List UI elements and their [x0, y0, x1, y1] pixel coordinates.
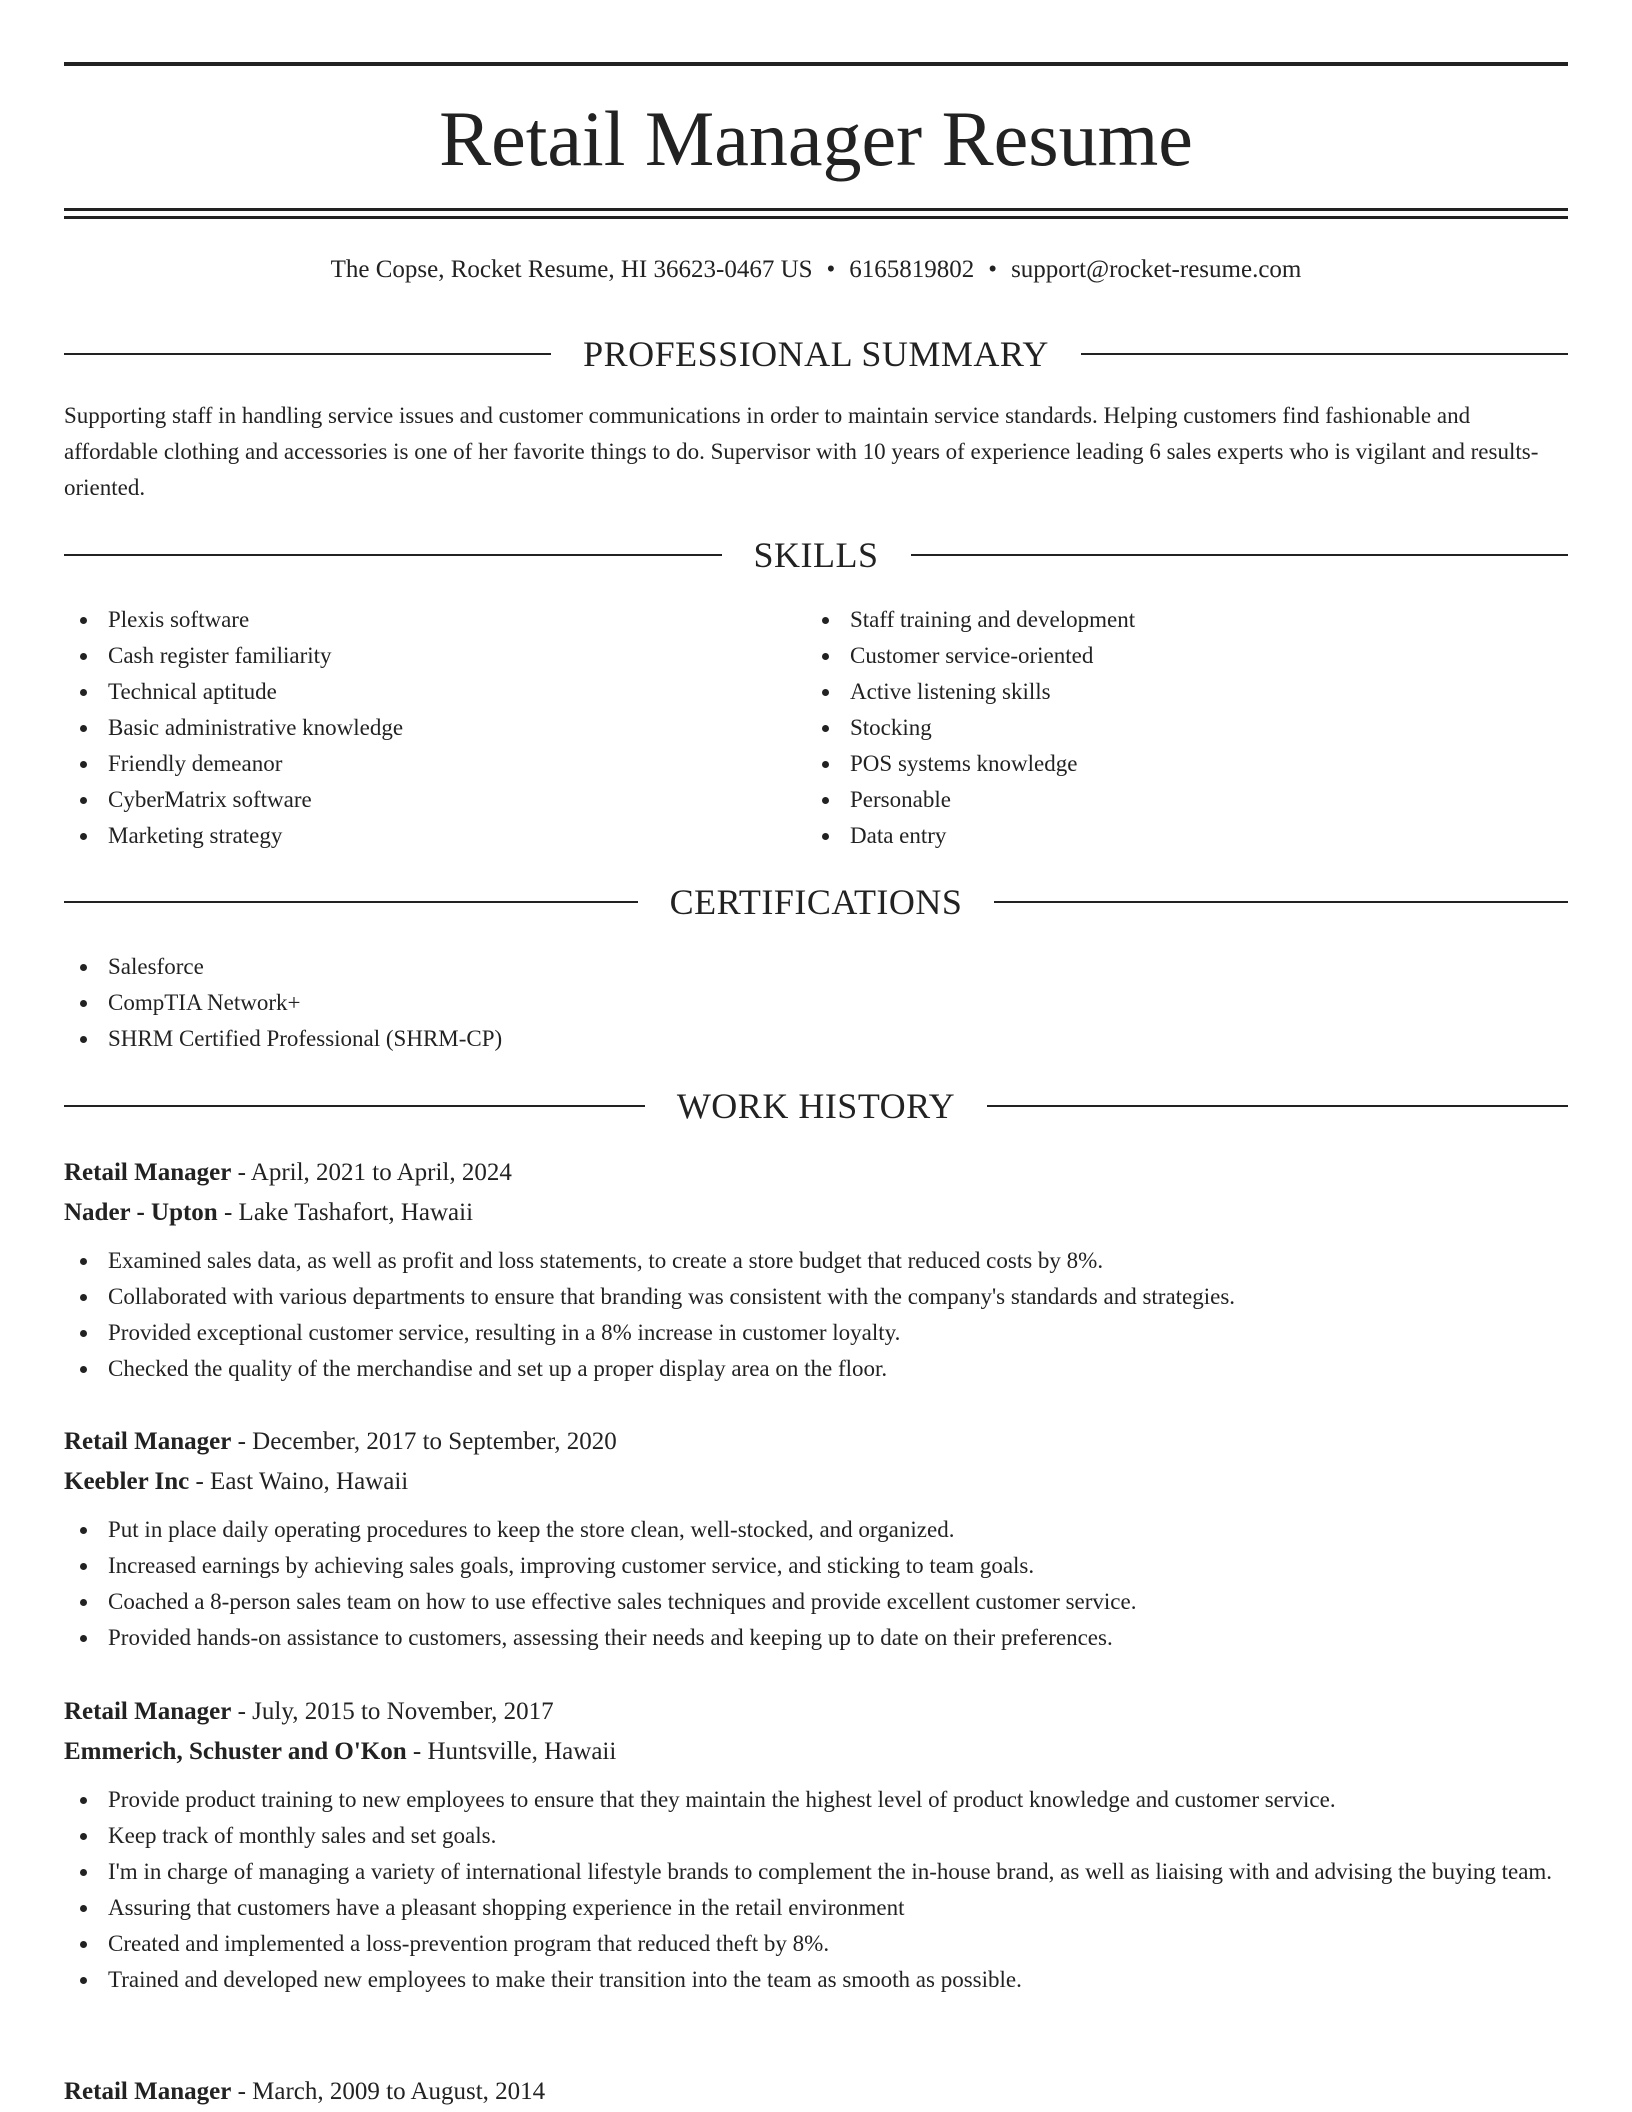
- skill-item: Personable: [806, 782, 1546, 818]
- job-bullet: Coached a 8-person sales team on how to use effective sales techniques and provide excellent customer service.: [64, 1584, 1568, 1620]
- contact-line: [64, 252, 1568, 288]
- job-bullet: Provided exceptional customer service, resulting in a 8% increase in customer loyalty.: [64, 1315, 1568, 1351]
- skill-item: Customer service-oriented: [806, 638, 1546, 674]
- skill-item: Stocking: [806, 710, 1546, 746]
- skill-item: Staff training and development: [806, 602, 1546, 638]
- section-divider: [1081, 353, 1568, 355]
- job-company: Emmerich, Schuster and O'Kon: [64, 1738, 407, 1765]
- job-bullet: Increased earnings by achieving sales goals, improving customer service, and sticking to team goals.: [64, 1548, 1568, 1584]
- contact-email[interactable]: support@rocket-resume.com: [1011, 256, 1302, 283]
- section-divider: [994, 901, 1568, 903]
- job-company-line: [64, 1732, 1568, 1772]
- job-role: Retail Manager: [64, 1428, 232, 1455]
- job-company: Keebler Inc: [64, 1468, 190, 1495]
- section-divider: [64, 1105, 645, 1107]
- job-entry: [64, 1153, 1568, 1387]
- certifications-section-heading: [64, 880, 1568, 924]
- job-bullets: [64, 1512, 1568, 1656]
- skill-item: CyberMatrix software: [64, 782, 804, 818]
- header-double-rule-top: [64, 208, 1568, 211]
- job-role-line: [64, 1153, 1568, 1193]
- job-dates: - April, 2021 to April, 2024: [231, 1159, 512, 1186]
- job-role: Retail Manager: [64, 1698, 232, 1725]
- job-bullet: Provided hands-on assistance to customers, assessing their needs and keeping up to date on their preferences.: [64, 1620, 1568, 1656]
- certifications-list: [64, 949, 1568, 1057]
- contact-address: The Copse, Rocket Resume, HI 36623-0467 US: [330, 256, 813, 283]
- summary-heading: PROFESSIONAL SUMMARY: [583, 334, 1049, 374]
- skills-heading: SKILLS: [753, 535, 879, 575]
- job-bullets: [64, 1782, 1568, 1998]
- section-divider: [64, 353, 551, 355]
- job-bullet: Put in place daily operating procedures to keep the store clean, well-stocked, and organized.: [64, 1512, 1568, 1548]
- job-role-line: [64, 1422, 1568, 1462]
- certifications-heading: CERTIFICATIONS: [669, 882, 963, 922]
- job-location: - Huntsville, Hawaii: [406, 1738, 617, 1765]
- skill-item: Basic administrative knowledge: [64, 710, 804, 746]
- skill-item: Active listening skills: [806, 674, 1546, 710]
- job-bullet: Assuring that customers have a pleasant shopping experience in the retail environment: [64, 1890, 1568, 1926]
- skill-item: Cash register familiarity: [64, 638, 804, 674]
- job-bullets: [64, 1243, 1568, 1387]
- job-dates: - March, 2009 to August, 2014: [231, 2078, 546, 2105]
- job-bullet: Examined sales data, as well as profit and loss statements, to create a store budget that reduced costs by 8%.: [64, 1243, 1568, 1279]
- job-bullet: Created and implemented a loss-prevention program that reduced theft by 8%.: [64, 1926, 1568, 1962]
- job-role-line: [64, 2072, 1568, 2112]
- job-bullet: Keep track of monthly sales and set goals.: [64, 1818, 1568, 1854]
- skill-item: POS systems knowledge: [806, 746, 1546, 782]
- job-dates: - December, 2017 to September, 2020: [231, 1428, 617, 1455]
- job-entry: [64, 1422, 1568, 1656]
- job-bullet: Provide product training to new employees to ensure that they maintain the highest level of product knowledge and customer service.: [64, 1782, 1568, 1818]
- job-role: Retail Manager: [64, 1159, 232, 1186]
- skill-item: Technical aptitude: [64, 674, 804, 710]
- job-company-line: [64, 1193, 1568, 1233]
- summary-text: Supporting staff in handling service issues and customer communications in order to maintain service standards. Helping customers find fashionable and affordable clothing and accessories is one of her favorite things to do. Supervisor with 10 years of experience leading 6 sales experts who is vigilant and results-oriented.: [64, 403, 1539, 500]
- certification-item: SHRM Certified Professional (SHRM-CP): [64, 1021, 1568, 1057]
- summary-section-heading: [64, 332, 1568, 376]
- certification-item: CompTIA Network+: [64, 985, 1568, 1021]
- work-history-section-heading: [64, 1084, 1568, 1128]
- job-role: Retail Manager: [64, 2078, 232, 2105]
- contact-phone[interactable]: 6165819802: [849, 256, 975, 283]
- section-divider: [64, 901, 638, 903]
- skill-item: Plexis software: [64, 602, 804, 638]
- job-bullet: I'm in charge of managing a variety of international lifestyle brands to complement the in-house brand, as well as liaising with and advising the buying team.: [64, 1854, 1568, 1890]
- job-role-line: [64, 1692, 1568, 1732]
- contact-separator: •: [826, 256, 836, 283]
- skills-section-heading: [64, 533, 1568, 577]
- header-double-rule-bottom: [64, 216, 1568, 219]
- certification-item: Salesforce: [64, 949, 1568, 985]
- job-company: Nader - Upton: [64, 1199, 218, 1226]
- skill-item: Friendly demeanor: [64, 746, 804, 782]
- skill-item: Marketing strategy: [64, 818, 804, 854]
- work-history-heading: WORK HISTORY: [676, 1086, 956, 1126]
- job-entry: [64, 1692, 1568, 1998]
- contact-separator: •: [988, 256, 998, 283]
- job-entry: [64, 2072, 1568, 2112]
- skills-list-right: [806, 602, 1546, 854]
- page-title: Retail Manager Resume: [439, 95, 1193, 182]
- job-dates: - July, 2015 to November, 2017: [231, 1698, 554, 1725]
- section-divider: [64, 554, 722, 556]
- job-bullet: Trained and developed new employees to make their transition into the team as smooth as possible.: [64, 1962, 1568, 1998]
- skills-list-left: [64, 602, 804, 854]
- job-bullet: Checked the quality of the merchandise and set up a proper display area on the floor.: [64, 1351, 1568, 1387]
- skill-item: Data entry: [806, 818, 1546, 854]
- job-bullet: Collaborated with various departments to ensure that branding was consistent with the company's standards and strategies.: [64, 1279, 1568, 1315]
- section-divider: [987, 1105, 1568, 1107]
- header-top-rule: [64, 62, 1568, 66]
- job-location: - East Waino, Hawaii: [189, 1468, 409, 1495]
- job-location: - Lake Tashafort, Hawaii: [217, 1199, 474, 1226]
- job-company-line: [64, 1462, 1568, 1502]
- section-divider: [911, 554, 1569, 556]
